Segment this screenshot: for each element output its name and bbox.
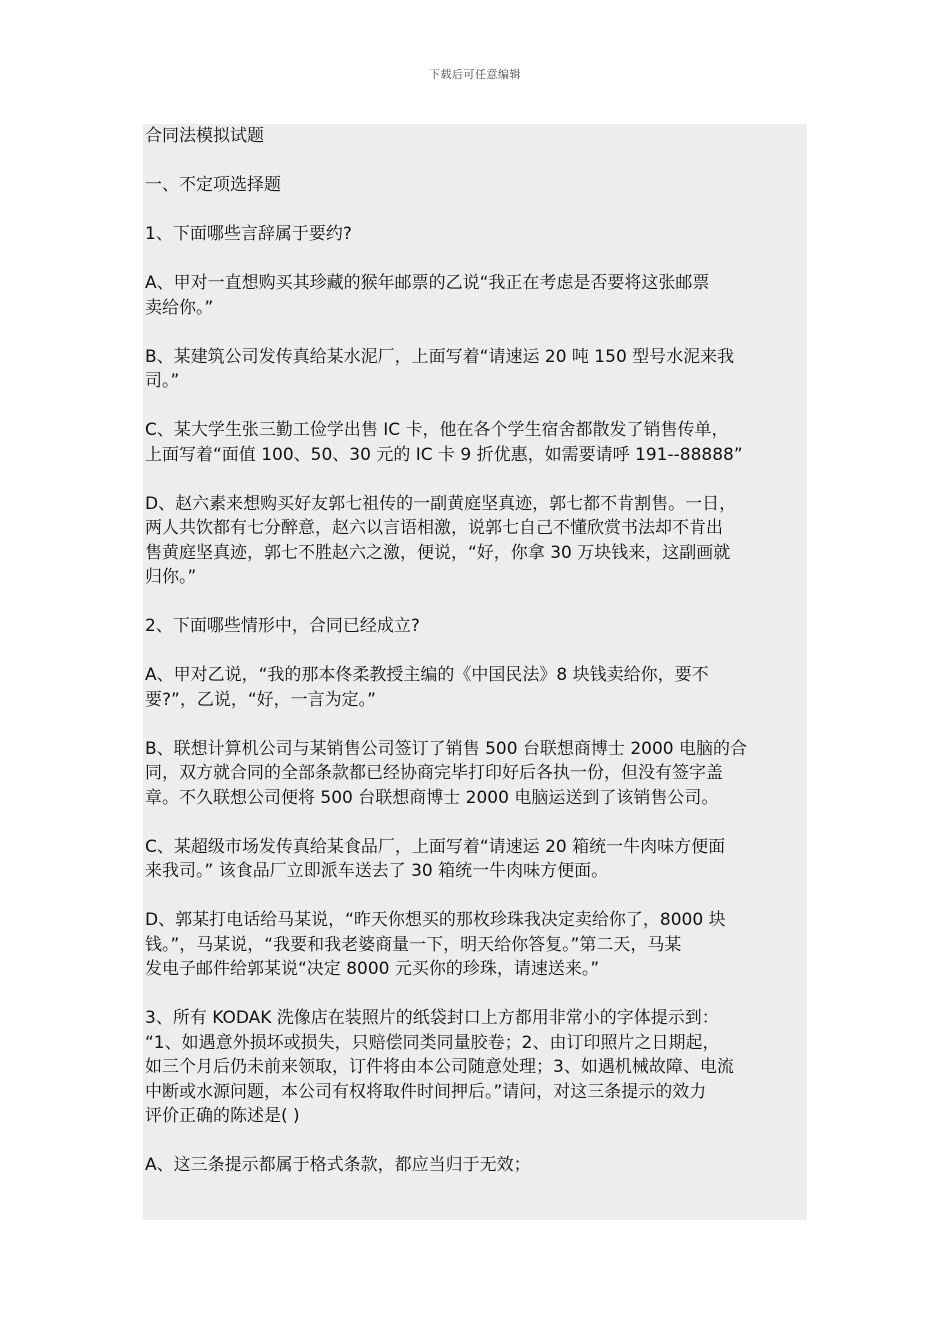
text-line: 来我司。” 该食品厂立即派车送去了 30 箱统一牛肉味方便面。 [145, 861, 609, 881]
text-line: 钱。”，马某说，“我要和我老婆商量一下，明天给你答复。”第二天，马某 [145, 934, 682, 955]
paragraph [145, 222, 805, 247]
document-body [143, 124, 807, 1220]
text-line: 评价正确的陈述是( ) [145, 1106, 300, 1126]
paragraph [145, 418, 805, 467]
text-line: 要?”，乙说，“好，一言为定。” [145, 689, 376, 710]
text-line: A、甲对乙说，“我的那本佟柔教授主编的《中国民法》8 块钱卖给你，要不 [145, 665, 709, 685]
paragraph [145, 124, 805, 149]
text-line: 售黄庭坚真迹，郭七不胜赵六之激，便说，“好，你拿 30 万块钱来，这副画就 [145, 542, 731, 563]
paragraph [145, 1153, 805, 1178]
text-line: 司。” [145, 371, 180, 391]
text-line: A、甲对一直想购买其珍藏的猴年邮票的乙说“我正在考虑是否要将这张邮票 [145, 273, 710, 293]
paragraph [145, 173, 805, 198]
page-header-note: 下载后可任意编辑 [429, 68, 521, 81]
text-line: 卖给你。” [145, 297, 214, 318]
text-line: 合同法模拟试题 [145, 126, 264, 146]
paragraph [145, 908, 805, 982]
text-line: B、某建筑公司发传真给某水泥厂，上面写着“请速运 20 吨 150 型号水泥来我 [145, 346, 735, 367]
paragraph [145, 271, 805, 320]
text-line: 中断或水源问题，本公司有权将取件时间押后。”请问，对这三条提示的效力 [145, 1081, 707, 1102]
text-line: A、这三条提示都属于格式条款，都应当归于无效； [145, 1155, 531, 1175]
text-line: 同，双方就合同的全部条款都已经协商完毕打印好后各执一份，但没有签字盖 [145, 763, 723, 783]
paragraph [145, 835, 805, 884]
text-line: B、联想计算机公司与某销售公司签订了销售 500 台联想商博士 2000 电脑的合 [145, 738, 747, 759]
text-line: 如三个月后仍未前来领取，订件将由本公司随意处理；3、如遇机械故障、电流 [145, 1057, 734, 1077]
text-line: 归你。” [145, 567, 197, 587]
text-line: D、郭某打电话给马某说，“昨天你想买的那枚珍珠我决定卖给你了，8000 块 [145, 910, 726, 930]
paragraph [145, 737, 805, 811]
text-line: “1、如遇意外损坏或损失，只赔偿同类同量胶卷；2、由订印照片之日期起， [145, 1032, 720, 1053]
paragraph [145, 345, 805, 394]
paragraph [145, 1006, 805, 1129]
text-line: C、某超级市场发传真给某食品厂，上面写着“请速运 20 箱统一牛肉味方便面 [145, 836, 726, 857]
text-line: 2、下面哪些情形中，合同已经成立? [145, 616, 420, 636]
paragraph [145, 663, 805, 712]
text-line: 两人共饮都有七分醉意，赵六以言语相激，说郭七自己不懂欣赏书法却不肯出 [145, 518, 723, 538]
text-line: C、某大学生张三勤工俭学出售 IC 卡，他在各个学生宿舍都散发了销售传单， [145, 420, 729, 440]
text-line: 章。不久联想公司便将 500 台联想商博士 2000 电脑运送到了该销售公司。 [145, 787, 719, 808]
paragraph [145, 614, 805, 639]
text-line: 3、所有 KODAK 洗像店在装照片的纸袋封口上方都用非常小的字体提示到： [145, 1008, 719, 1028]
text-line: 1、下面哪些言辞属于要约? [145, 224, 352, 244]
paragraph [145, 492, 805, 590]
text-line: 发电子邮件给郭某说“决定 8000 元买你的珍珠，请速送来。” [145, 959, 600, 979]
text-line: 一、不定项选择题 [145, 175, 281, 195]
text-line: D、赵六素来想购买好友郭七祖传的一副黄庭坚真迹，郭七都不肯割售。一日， [145, 493, 737, 514]
text-line: 上面写着“面值 100、50、30 元的 IC 卡 9 折优惠，如需要请呼 191--88888” [145, 444, 743, 465]
